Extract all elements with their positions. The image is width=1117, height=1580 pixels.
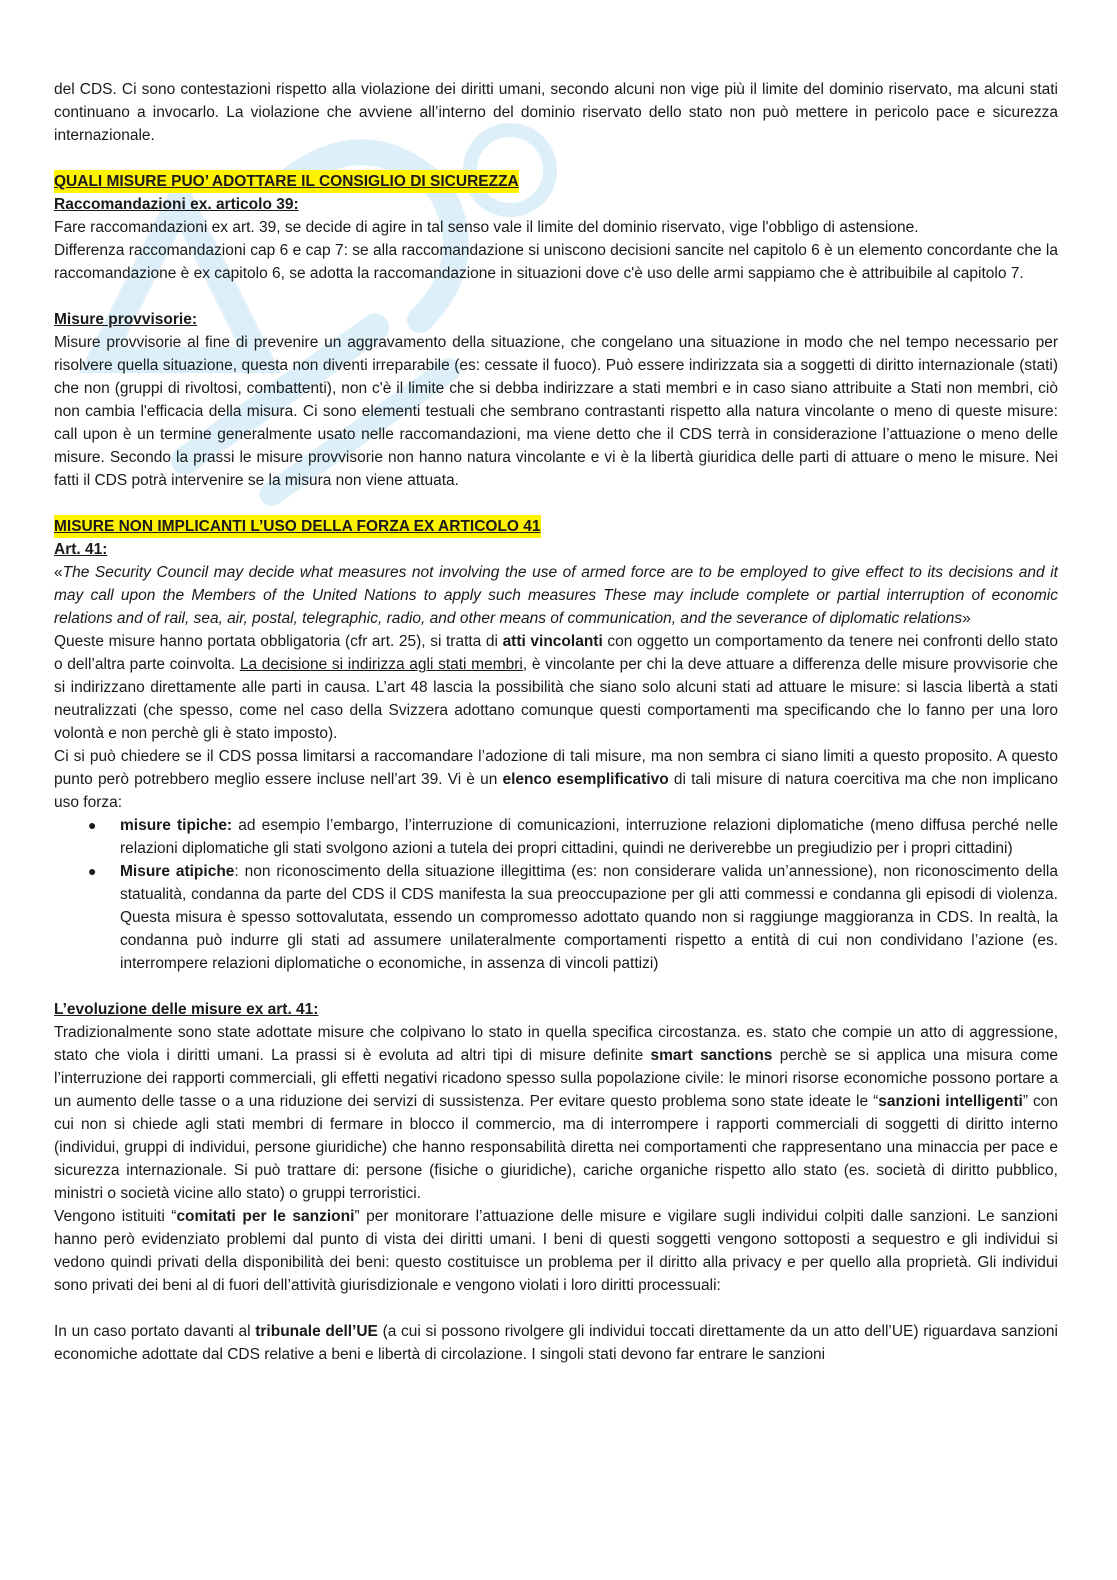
paragraph-art41-binding: Queste misure hanno portata obbligatoria (cfr art. 25), si tratta di atti vincolanti con oggetto un comportamento da tenere nei confronti dello stato o dell’altra parte coinvolta. La decisione si indirizza agli stati membri, è vincolante per chi la deve attuare a differenza delle misure provvisorie che si indirizzano direttamente alle parti in causa. L’art 48 lascia la possibilità che siano solo alcuni stati ad attuare le misure: si lascia libertà a stati neutralizzati (che spesso, come nel caso della Svizzera adottano comunque questi comportamenti ma specificando che lo fanno per una loro volontà e non perchè gli è stato imposto). [54,633,1058,742]
paragraph-recommendations-1: Fare raccomandazioni ex art. 39, se decide di agire in tal senso vale il limite del dominio riservato, vige l'obbligo di astensione. [54,219,919,236]
list-item: ● misure tipiche: ad esempio l’embargo, l’interruzione di comunicazioni, interruzione relazioni diplomatiche (meno diffusa perché nelle relazioni diplomatiche gli stati svolgono azioni a tutela dei propri cittadini, quindi ne deriverebbe un pregiudizio per i propri cittadini) [120,814,1058,860]
subheading-recommendations: Raccomandazioni ex. articolo 39: [54,196,299,213]
measures-list [54,814,1058,975]
document-page [54,78,1058,1366]
art41-quote-text: The Security Council may decide what measures not involving the use of armed force are to be employed to give effect to its decisions and it may call upon the Members of the United Nations to apply such measures These may include complete or partial interruption of economic relations and of rail, sea, air, postal, telegraphic, radio, and other means of communication, and the severance of diplomatic relations [54,564,1058,627]
subheading-art41: Art. 41: [54,541,108,558]
list-item: ● Misure atipiche: non riconoscimento della situazione illegittima (es: non considerare valida un’annessione), non riconoscimento della statualità, condanna da parte del CDS il CDS manifesta la sua preoccupazione per gli atti commessi e condanna gli episodi di violenza. Questa misura è spesso sottovalutata, essendo un compromesso adottato quando non si raggiunge maggioranza in CDS. In realtà, la condanna può indurre gli stati ad assumere unilateralmente comportamenti rispetto a entità di cui non condividano l’azione (es. interrompere relazioni diplomatiche o economiche, in assenza di vincoli pattizi) [120,860,1058,975]
bullet-icon: ● [88,863,97,879]
intro-paragraph: del CDS. Ci sono contestazioni rispetto alla violazione dei diritti umani, secondo alcuni non vige più il limite del dominio riservato, ma alcuni stati continuano a invocarlo. La violazione che avviene all’interno del dominio riservato dello stato non può mettere in pericolo pace e sicurezza internazionale. [54,81,1058,144]
subheading-provisional-measures: Misure provvisorie: [54,311,197,328]
paragraph-art41-list-intro: Ci si può chiedere se il CDS possa limitarsi a raccomandare l’adozione di tali misure, ma non sembra ci siano limiti a questo proposito. A questo punto però potrebbero meglio essere incluse nell’art 39. Vi è un elenco esemplificativo di tali misure di natura coercitiva ma che non implicano uso forza: [54,748,1058,811]
paragraph-eu-tribunal: In un caso portato davanti al tribunale dell’UE (a cui si possono rivolgere gli individui toccati direttamente da un atto dell’UE) riguardava sanzioni economiche adottate dal CDS relative a beni e libertà di circolazione. I singoli stati devono far entrare le sanzioni [54,1323,1058,1363]
subheading-evolution-art41: L’evoluzione delle misure ex art. 41: [54,1001,319,1018]
bullet-icon: ● [88,817,97,833]
paragraph-sanctions-committees: Vengono istituiti “comitati per le sanzioni” per monitorare l’attuazione delle misure e vigilare sugli individui colpiti dalle sanzioni. Le sanzioni hanno però evidenziato problemi dal punto di vista dei diritti umani. I beni di questi soggetti vengono sottoposti a sequestro e gli individui si vedono quindi privati della disponibilità dei beni: questo costituisce un problema per il diritto alla privacy e per quello alla proprietà. Gli individui sono privati dei beni al di fuori dell’attività giurisdizionale e vengono violati i loro diritti processuali: [54,1208,1058,1294]
art41-quote: «The Security Council may decide what measures not involving the use of armed force are to be employed to give effect to its decisions and it may call upon the Members of the United Nations to apply such measures These may include complete or partial interruption of economic relations and of rail, sea, air, postal, telegraphic, radio, and other means of communication, and the severance of diplomatic relations» [54,564,1058,627]
section-heading-art41: MISURE NON IMPLICANTI L’USO DELLA FORZA EX ARTICOLO 41 [54,515,541,538]
paragraph-provisional-measures: Misure provvisorie al fine di prevenire un aggravamento della situazione, che congelano una situazione in modo che nel tempo necessario per risolvere quella situazione, questa non diventi irreparabile (es: cessate il fuoco). Può essere indirizzata sia a soggetti di diritto internazionale (stati) che non (gruppi di rivoltosi, combattenti), non c'è il limite che si debba indirizzare a stati membri e in caso siano attribuite a Stati non membri, ciò non cambia l'efficacia della misura. Ci sono elementi testuali che sembrano contrastanti rispetto alla natura vincolante o meno di queste misure: call upon è un termine generalmente usato nelle raccomandazioni, ma viene detto che il CDS terrà in considerazione l’attuazione o meno delle misure. Secondo la prassi le misure provvisorie non hanno natura vincolante e vi è la libertà giuridica delle parti di attuare o meno le misure. Nei fatti il CDS potrà intervenire se la misura non viene attuata. [54,334,1058,489]
section-heading-security-council: QUALI MISURE PUO’ ADOTTARE IL CONSIGLIO DI SICUREZZA [54,170,519,193]
paragraph-recommendations-2: Differenza raccomandazioni cap 6 e cap 7: se alla raccomandazione si uniscono decisioni sancite nel capitolo 6 è un elemento concordante che la raccomandazione è ex capitolo 6, se adotta la raccomandazione in situazioni dove c'è uso delle armi sappiamo che è attribuibile al capitolo 7. [54,242,1058,282]
paragraph-smart-sanctions: Tradizionalmente sono state adottate misure che colpivano lo stato in quella specifica circostanza. es. stato che compie un atto di aggressione, stato che viola i diritti umani. La prassi si è evoluta ad altri tipi di misure definite smart sanctions perchè se si applica una misura come l’interruzione dei rapporti commerciali, gli effetti negativi ricadono spesso sulla popolazione civile: le minori risorse economiche possono portare a un aumento delle tasse o a una riduzione dei servizi di sussistenza. Per evitare questo problema sono state ideate le “sanzioni intelligenti” con cui non si chiede agli stati membri di fermare in blocco il commercio, ma di interrompere i rapporti commerciali di soggetti di diritto interno (individui, gruppi di individui, persone giuridiche) che hanno responsabilità diretta nei comportamenti che rappresentano una minaccia per pace e sicurezza internazionale. Si può trattare di: persone (fisiche o giuridiche), cariche organiche rispetto allo stato (es. società di diritto pubblico, ministri o società vicine allo stato) o gruppi terroristici. [54,1024,1058,1202]
